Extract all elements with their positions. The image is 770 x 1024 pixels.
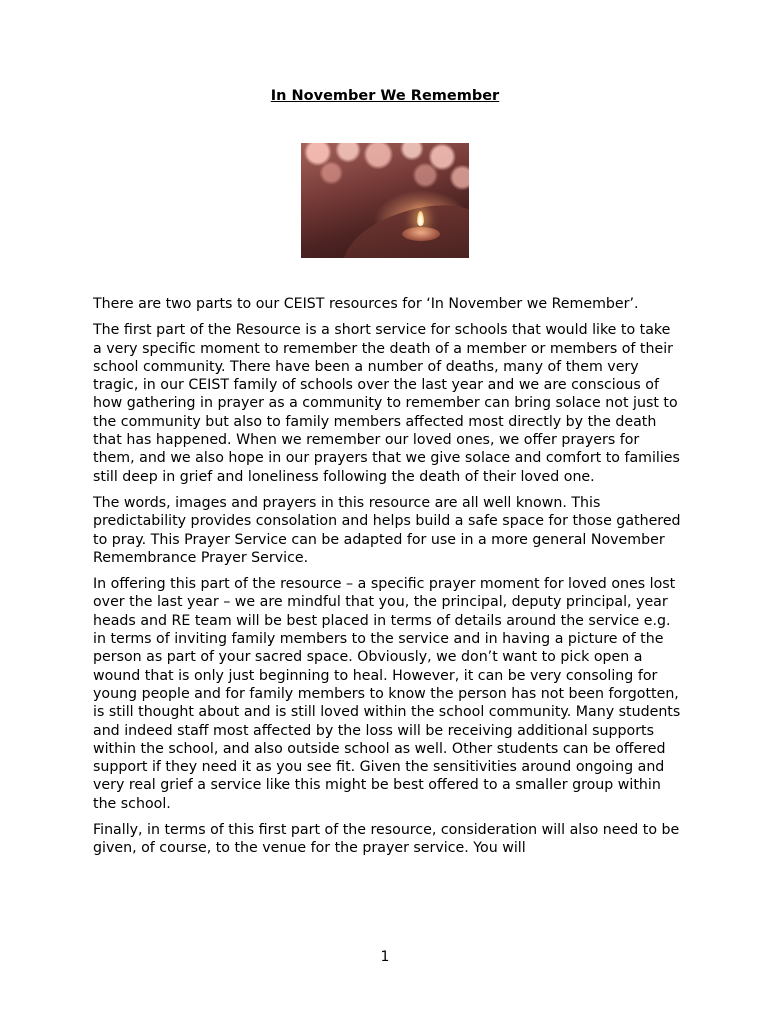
candle-flame-icon [417,211,424,226]
candle-image [301,143,469,258]
document-body [93,295,681,866]
paragraph-finally: Finally, in terms of this first part of the resource, consideration will also need to be given, of course, to the venue for the prayer service. You will [93,822,680,857]
paragraph-intro: There are two parts to our CEIST resources for ‘In November we Remember’. [93,296,639,312]
page-number: 1 [380,949,390,965]
paragraph-offering: In offering this part of the resource – a specific prayer moment for loved ones lost over the last year – we are mindful that you, the principal, deputy principal, year heads and RE team will be best placed in terms of details around the service e.g. in terms of inviting family members to the service and in having a picture of the person as part of your sacred space. Obviously, we don’t want to pick open a wound that is only just beginning to heal. However, it can be very consoling for young people and for family members to know the person has not been forgotten, is still thought about and is still loved within the school community. Many students and indeed staff most affected by the loss will be receiving additional supports within the school, and also outside school as well. Other students can be offered support if they need it as you see fit. Given the sensitivities around ongoing and very real grief a service like this might be best offered to a smaller group within the school. [93,576,681,812]
paragraph-words-images: The words, images and prayers in this resource are all well known. This predictability provides consolation and helps build a safe space for those gathered to pray. This Prayer Service can be adapted for use in a more general November Remembrance Prayer Service. [93,494,681,566]
candle-holder [402,227,440,241]
hands-shape [335,197,469,258]
paragraph-first-part: The first part of the Resource is a short service for schools that would like to take a very specific moment to remember the death of a member or members of their school community. There have been a number of deaths, many of them very tragic, in our CEIST family of schools over the last year and we are conscious of how gathering in prayer as a community to remember can bring solace not just to the community but also to family members affected most directly by the death that has happened. When we remember our loved ones, we offer prayers for them, and we also hope in our prayers that we give solace and comfort to families still deep in grief and loneliness following the death of their loved one. [93,322,680,485]
document-title: In November We Remember [270,88,500,104]
